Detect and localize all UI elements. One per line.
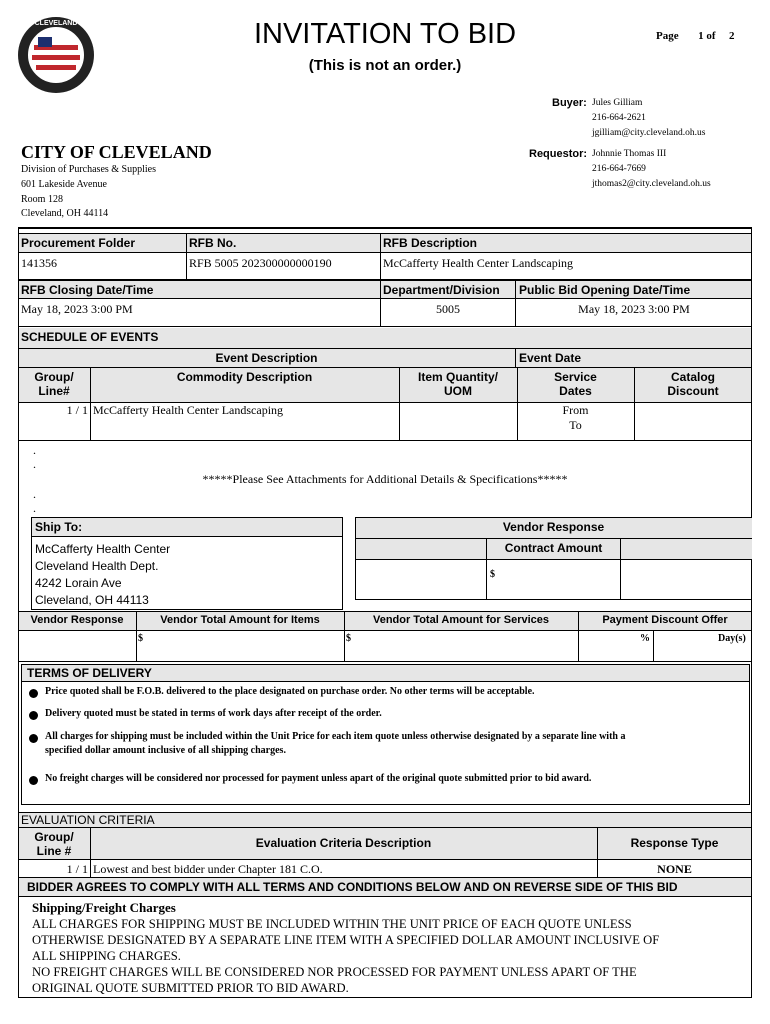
eval-row-line: 1 / 1 [66, 862, 88, 876]
note-dot-3: . [33, 487, 36, 501]
note-dot-2: . [33, 457, 36, 471]
folder-label: Procurement Folder [21, 236, 136, 250]
terms-item-3: All charges for shipping must be included within the Unit Price for each item quote unless otherwise designated by a separate line with a [45, 731, 626, 742]
ship-to-label: Ship To: [35, 520, 83, 534]
col-service-header: Service Dates [554, 370, 597, 398]
services-dollar: $ [346, 633, 351, 644]
items-dollar: $ [138, 633, 143, 644]
folder-value: 141356 [21, 256, 57, 270]
svg-text:CLEVELAND: CLEVELAND [34, 20, 78, 27]
buyer-email: jgilliam@city.cleveland.oh.us [592, 128, 706, 138]
services-amount-input[interactable] [356, 632, 576, 660]
discount-days: Day(s) [718, 633, 746, 644]
evaluation-title: EVALUATION CRITERIA [21, 813, 155, 827]
page-label: Page [656, 30, 679, 42]
contract-dollar: $ [490, 569, 495, 580]
ship-to-address [35, 541, 170, 609]
org-addr2: Room 128 [21, 193, 63, 205]
note-dot-4: . [33, 501, 36, 515]
attachments-note: *****Please See Attachments for Additional Details & Specifications***** [202, 472, 568, 486]
col-commodity-header: Commodity Description [176, 370, 313, 384]
org-addr3: Cleveland, OH 44114 [21, 208, 109, 220]
col-vendor-response: Vendor Response [30, 614, 124, 626]
shipping-charges-text [32, 916, 659, 996]
vendor-response-title: Vendor Response [502, 520, 605, 534]
requestor-info [592, 147, 711, 192]
page-number [656, 30, 735, 42]
bidder-line-2: OTHERWISE DESIGNATED BY A SEPARATE LINE ITEM WITH A SPECIFIED DOLLAR AMOUNT INCLUSIVE OF [32, 933, 660, 947]
ship-line3: 4242 Lorain Ave [35, 576, 122, 590]
note-dot-1: . [33, 443, 36, 457]
requestor-name: Johnnie Thomas III [592, 149, 667, 159]
org-division: Division of Purchases & Supplies [21, 164, 156, 175]
shipping-charges-subtitle: Shipping/Freight Charges [32, 900, 176, 915]
org-address [21, 163, 156, 222]
rfb-no-label: RFB No. [189, 236, 237, 250]
schedule-row-to: To [569, 418, 582, 432]
discount-percent-input[interactable] [580, 632, 638, 660]
buyer-label: Buyer: [552, 97, 587, 109]
bullet-icon [29, 711, 38, 720]
contract-amount-label: Contract Amount [504, 541, 603, 555]
org-addr1: 601 Lakeside Avenue [21, 178, 107, 190]
rfb-desc-label: RFB Description [383, 236, 478, 250]
buyer-name: Jules Gilliam [592, 98, 643, 108]
bullet-icon [29, 776, 38, 785]
buyer-phone: 216-664-2621 [592, 113, 646, 123]
bidder-agrees-title: BIDDER AGREES TO COMPLY WITH ALL TERMS AND CONDITIONS BELOW AND ON REVERSE SIDE OF THIS BID [27, 880, 678, 894]
event-desc-header: Event Description [215, 351, 318, 365]
eval-row-type: NONE [657, 862, 692, 876]
contract-amount-input[interactable] [498, 562, 616, 598]
closing-label: RFB Closing Date/Time [21, 283, 154, 297]
buyer-info [592, 96, 705, 141]
terms-item-2: Delivery quoted must be stated in terms of work days after receipt of the order. [45, 708, 382, 719]
dept-value: 5005 [436, 302, 460, 316]
schedule-title: SCHEDULE OF EVENTS [21, 330, 159, 344]
col-payment-discount: Payment Discount Offer [602, 614, 728, 626]
bidder-line-4: NO FREIGHT CHARGES WILL BE CONSIDERED NOR PROCESSED FOR PAYMENT UNLESS APART OF THE [32, 965, 637, 979]
terms-item-3-cont: specified dollar amount inclusive of all shipping charges. [45, 745, 286, 756]
bullet-icon [29, 734, 38, 743]
schedule-row-line: 1 / 1 [66, 403, 88, 417]
terms-item-4: No freight charges will be considered nor processed for payment unless apart of the original quote submitted prior to bid award. [45, 773, 592, 784]
terms-title: TERMS OF DELIVERY [27, 666, 152, 680]
eval-col-group: Group/ Line # [34, 830, 74, 858]
opening-label: Public Bid Opening Date/Time [519, 283, 691, 297]
items-amount-input[interactable] [148, 632, 342, 660]
requestor-label: Requestor: [529, 148, 588, 160]
page-subtitle: (This is not an order.) [308, 57, 462, 74]
discount-percent: % [640, 633, 650, 644]
rfb-no-value: RFB 5005 202300000000190 [189, 256, 332, 270]
bidder-line-5: ORIGINAL QUOTE SUBMITTED PRIOR TO BID AWARD. [32, 981, 349, 995]
org-name: CITY OF CLEVELAND [21, 142, 212, 162]
col-group-header: Group/ Line# [34, 370, 74, 398]
page-of: of [706, 30, 716, 42]
closing-value: May 18, 2023 3:00 PM [21, 302, 133, 316]
col-catalog-header: Catalog Discount [667, 370, 719, 398]
rfb-desc-value: McCafferty Health Center Landscaping [383, 256, 574, 270]
col-vendor-services: Vendor Total Amount for Services [372, 614, 550, 626]
ship-line2: Cleveland Health Dept. [35, 559, 159, 573]
page-total: 2 [729, 30, 735, 42]
requestor-email: jthomas2@city.cleveland.oh.us [592, 179, 711, 189]
col-vendor-items: Vendor Total Amount for Items [160, 614, 320, 626]
eval-col-type: Response Type [630, 836, 719, 850]
dept-label: Department/Division [383, 283, 500, 297]
requestor-phone: 216-664-7669 [592, 164, 646, 174]
discount-days-input[interactable] [655, 632, 715, 660]
schedule-row-from: From [562, 403, 589, 417]
terms-item-1: Price quoted shall be F.O.B. delivered to the place designated on purchase order. No other terms will be acceptable. [45, 686, 535, 697]
bidder-line-3: ALL SHIPPING CHARGES. [32, 949, 181, 963]
event-date-header: Event Date [519, 351, 582, 365]
eval-row-desc: Lowest and best bidder under Chapter 181 C.O. [93, 862, 323, 876]
eval-col-desc: Evaluation Criteria Description [255, 836, 432, 850]
vendor-response-input[interactable] [20, 632, 134, 660]
ship-line1: McCafferty Health Center [35, 542, 171, 556]
opening-value: May 18, 2023 3:00 PM [578, 302, 690, 316]
page-title: INVITATION TO BID [253, 18, 517, 50]
page-num: 1 [698, 30, 704, 42]
bidder-line-1: ALL CHARGES FOR SHIPPING MUST BE INCLUDED WITHIN THE UNIT PRICE OF EACH QUOTE UNLESS [32, 917, 632, 931]
ship-line4: Cleveland, OH 44113 [35, 593, 149, 607]
schedule-row-desc: McCafferty Health Center Landscaping [93, 403, 284, 417]
bullet-icon [29, 689, 38, 698]
col-qty-header: Item Quantity/ UOM [417, 370, 498, 398]
